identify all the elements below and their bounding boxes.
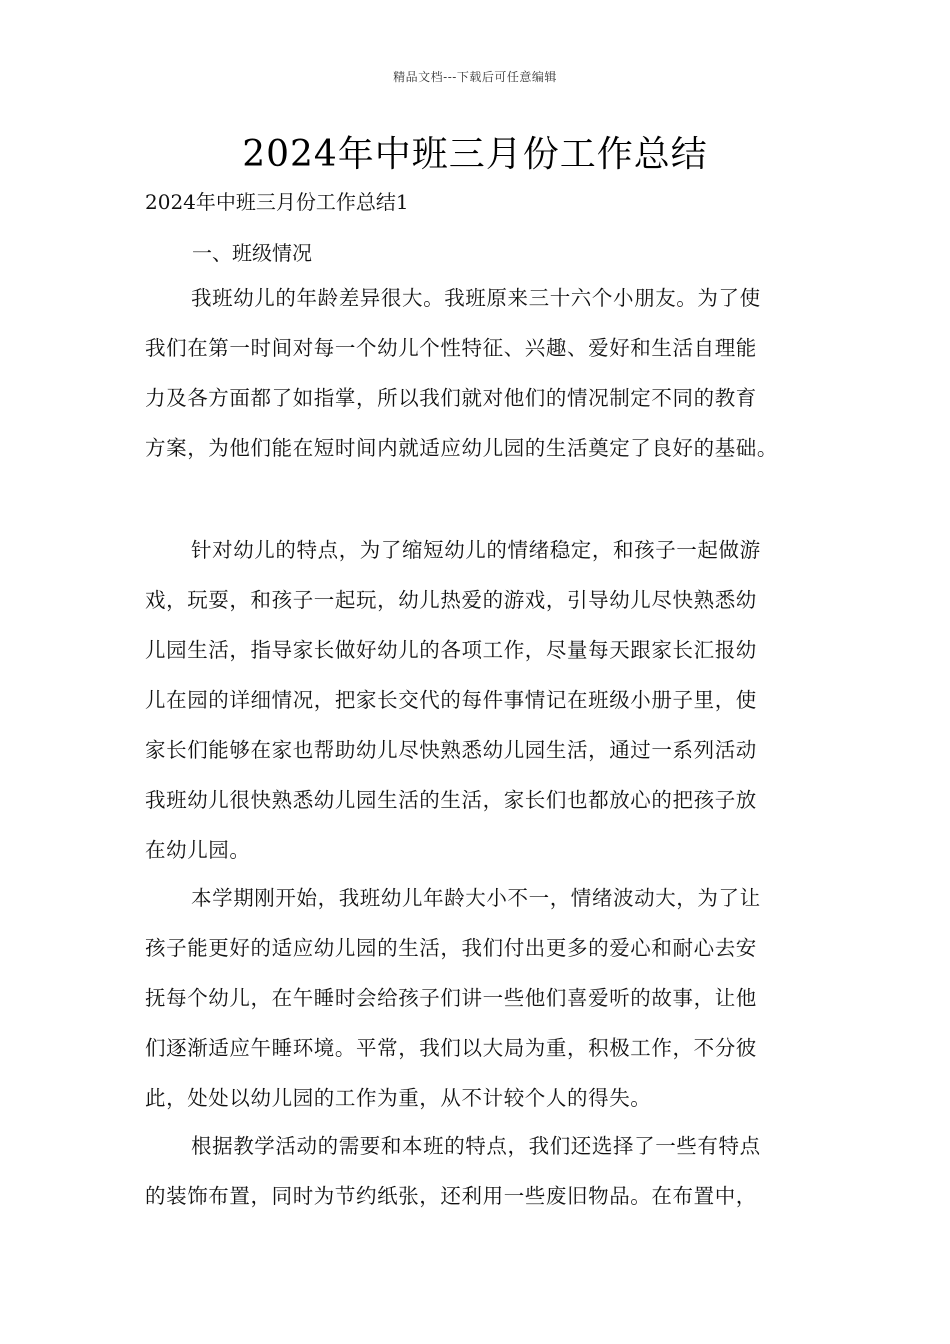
paragraph-line: 们逐渐适应午睡环境。平常，我们以大局为重，积极工作，不分彼 <box>145 1036 757 1060</box>
paragraph-line: 此，处处以幼儿园的工作为重，从不计较个人的得失。 <box>145 1086 652 1110</box>
paragraph-line: 我班幼儿的年龄差异很大。我班原来三十六个小朋友。为了使 <box>191 286 761 310</box>
paragraph-line: 儿在园的详细情况，把家长交代的每件事情记在班级小册子里，使 <box>145 688 757 712</box>
header-note: 精品文档---下载后可任意编辑 <box>393 70 557 84</box>
paragraph-line: 力及各方面都了如指掌，所以我们就对他们的情况制定不同的教育 <box>145 386 757 410</box>
paragraph-line: 抚每个幼儿，在午睡时会给孩子们讲一些他们喜爱听的故事，让他 <box>145 986 757 1010</box>
paragraph-line: 我们在第一时间对每一个幼儿个性特征、兴趣、爱好和生活自理能 <box>145 336 757 360</box>
paragraph-4 <box>145 1121 810 1221</box>
document-title: 2024年中班三月份工作总结 <box>242 134 708 175</box>
paragraph-3 <box>145 873 810 1123</box>
paragraph-line: 在幼儿园。 <box>145 838 251 862</box>
paragraph-line: 根据教学活动的需要和本班的特点，我们还选择了一些有特点 <box>191 1134 761 1158</box>
paragraph-line: 家长们能够在家也帮助幼儿尽快熟悉幼儿园生活，通过一系列活动 <box>145 738 757 762</box>
document-subtitle: 2024年中班三月份工作总结1 <box>145 190 409 214</box>
paragraph-line: 方案，为他们能在短时间内就适应幼儿园的生活奠定了良好的基础。 <box>145 436 778 460</box>
paragraph-line: 针对幼儿的特点，为了缩短幼儿的情绪稳定，和孩子一起做游 <box>191 538 761 562</box>
section-heading-class-situation: 一、班级情况 <box>192 241 312 265</box>
paragraph-line: 孩子能更好的适应幼儿园的生活，我们付出更多的爱心和耐心去安 <box>145 936 757 960</box>
paragraph-2 <box>145 525 810 875</box>
paragraph-line: 本学期刚开始，我班幼儿年龄大小不一，情绪波动大，为了让 <box>191 886 761 910</box>
paragraph-line: 我班幼儿很快熟悉幼儿园生活的生活，家长们也都放心的把孩子放 <box>145 788 757 812</box>
paragraph-1 <box>145 273 810 473</box>
paragraph-line: 的装饰布置，同时为节约纸张，还利用一些废旧物品。在布置中， <box>145 1184 757 1208</box>
paragraph-line: 儿园生活，指导家长做好幼儿的各项工作，尽量每天跟家长汇报幼 <box>145 638 757 662</box>
paragraph-line: 戏，玩耍，和孩子一起玩，幼儿热爱的游戏，引导幼儿尽快熟悉幼 <box>145 588 757 612</box>
